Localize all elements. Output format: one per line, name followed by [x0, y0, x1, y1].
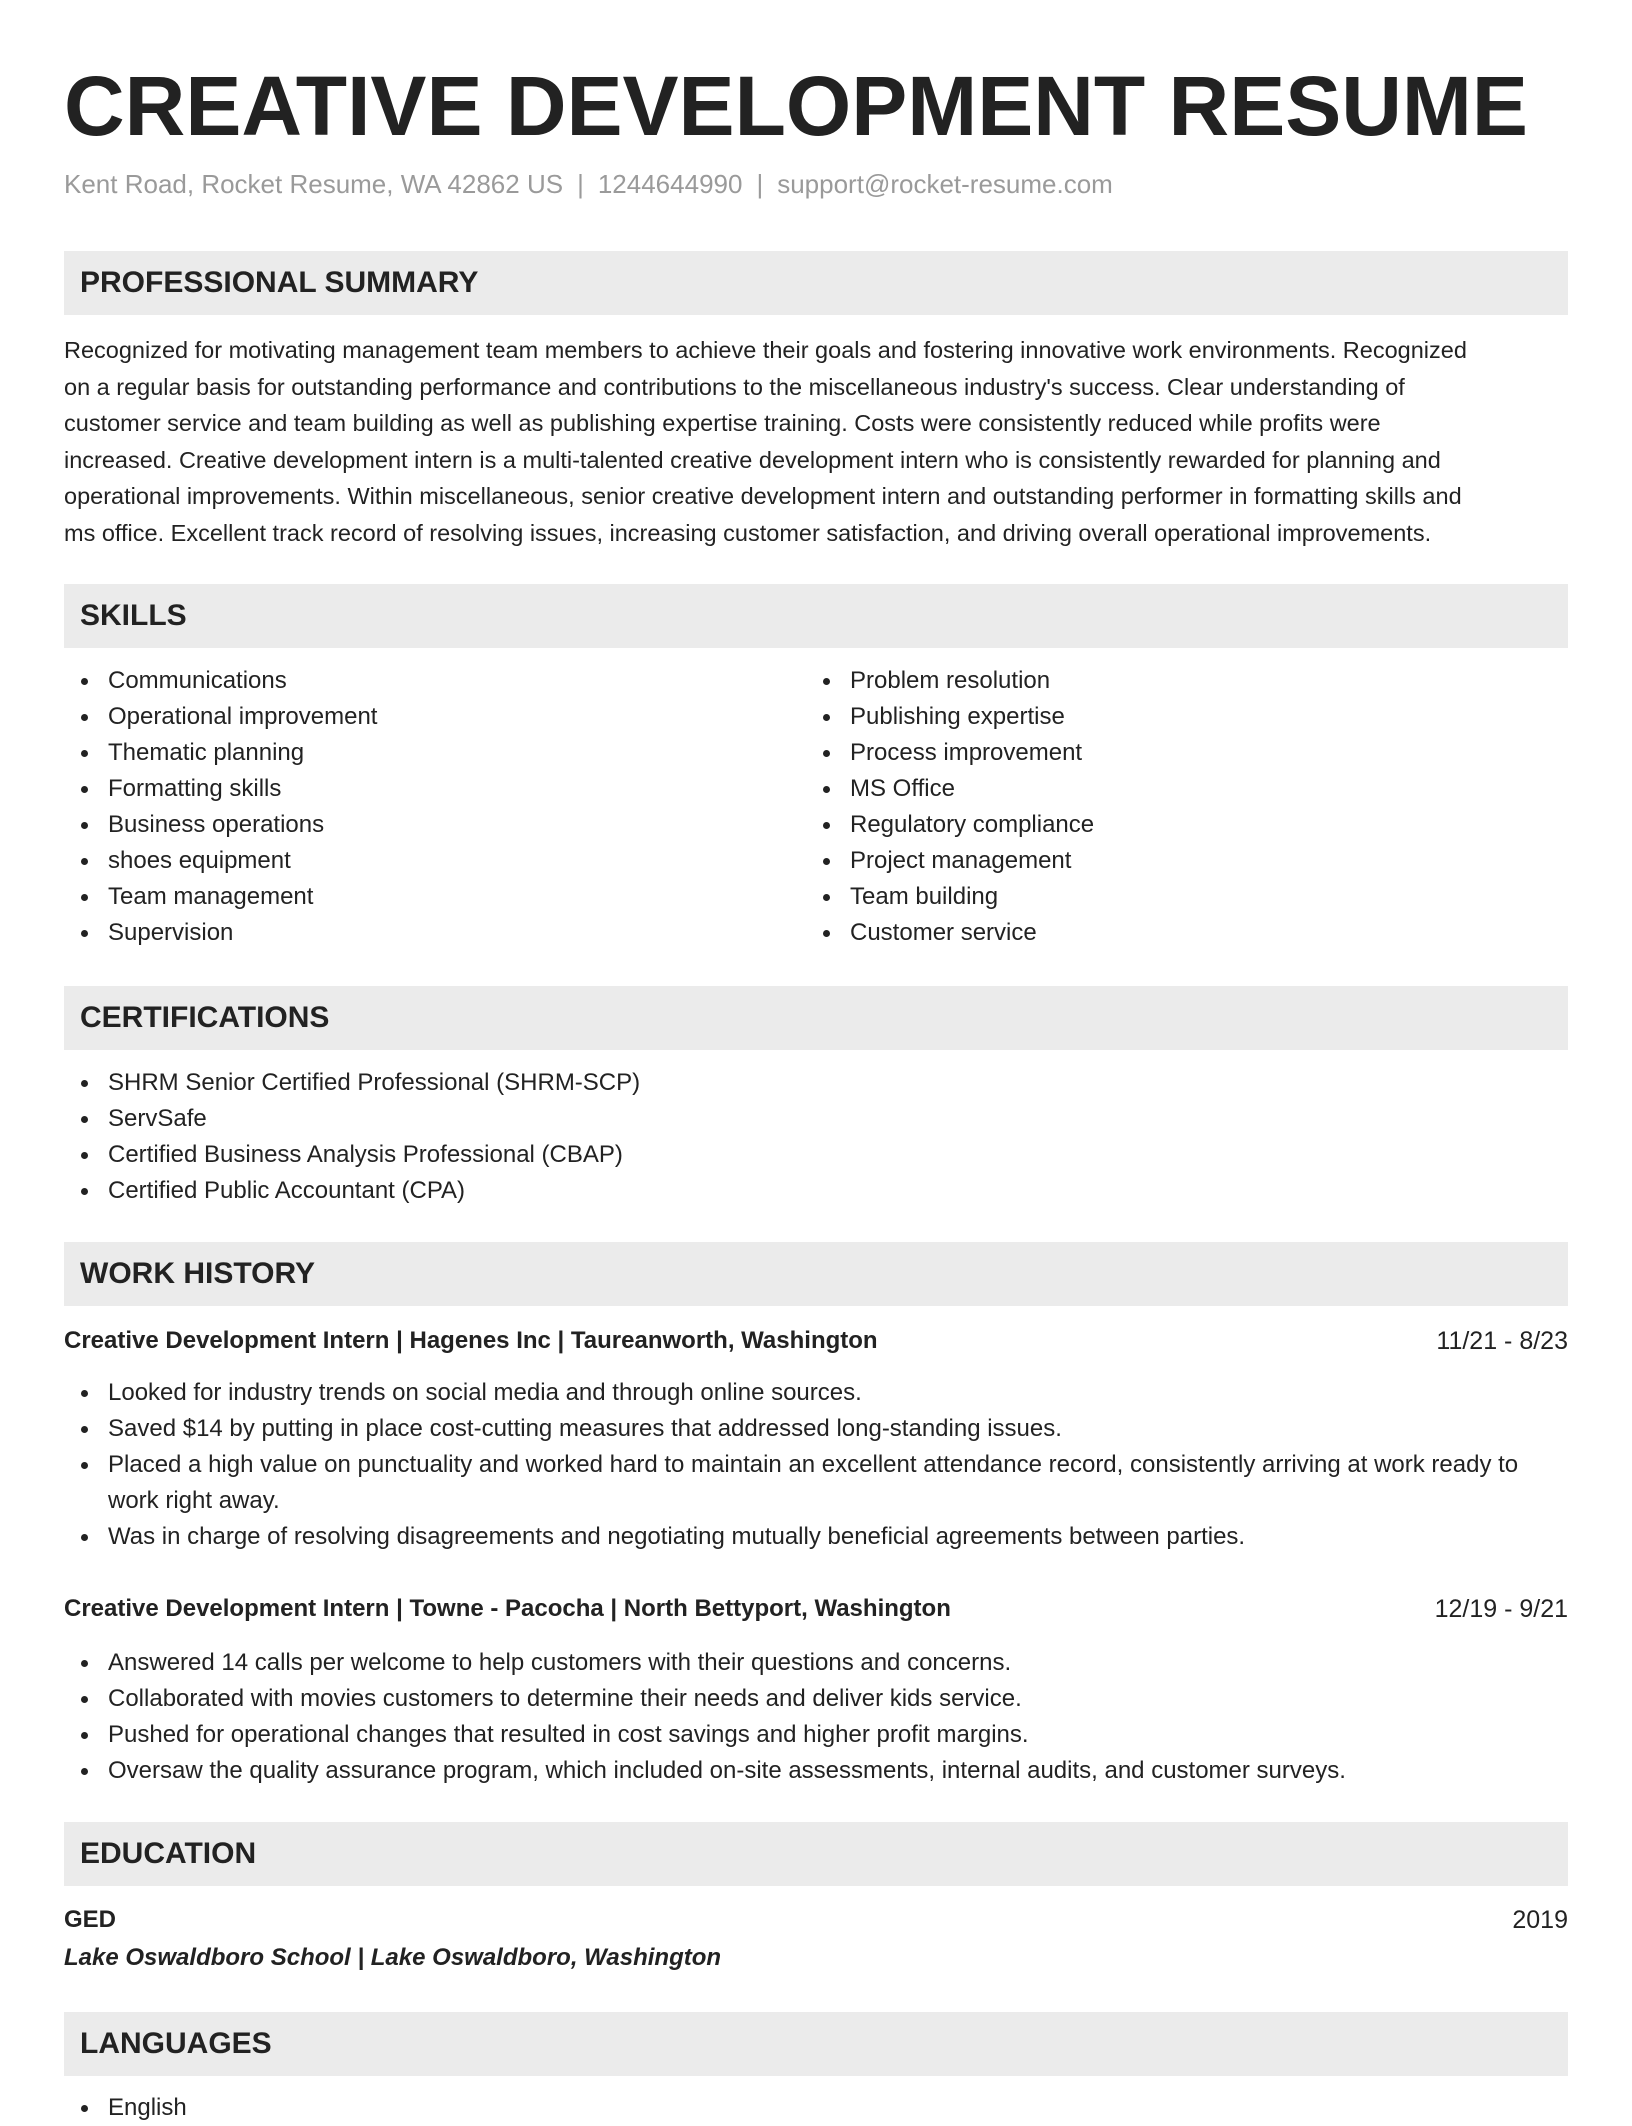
- language-item: English: [64, 2090, 1568, 2126]
- section-title: CERTIFICATIONS: [80, 1001, 330, 1034]
- resume-title: CREATIVE DEVELOPMENT RESUME: [64, 59, 1528, 153]
- summary-line: operational improvements. Within miscellaneous, senior creative development intern and outstanding performer in formatting skills and: [64, 483, 1462, 509]
- section-header-languages: [64, 2012, 1568, 2076]
- education-degree: GED: [64, 1906, 117, 1933]
- section-title: PROFESSIONAL SUMMARY: [80, 266, 479, 299]
- job-title: Creative Development Intern | Hagenes Inc | Taureanworth, Washington: [64, 1327, 878, 1354]
- skill-item: Formatting skills: [64, 771, 804, 807]
- skill-item: Operational improvement: [64, 699, 804, 735]
- certifications-list: [64, 1065, 1568, 1209]
- job-title: Creative Development Intern | Towne - Pacocha | North Bettyport, Washington: [64, 1595, 951, 1622]
- skill-item: Project management: [806, 843, 1546, 879]
- skills-list-left: [64, 663, 804, 951]
- job-bullet: Looked for industry trends on social media and through online sources.: [64, 1375, 1568, 1411]
- summary-line: increased. Creative development intern is a multi-talented creative development intern who is consistently rewarded for planning and: [64, 446, 1441, 473]
- job-heading: [64, 1591, 1568, 1627]
- section-header-skills: [64, 584, 1568, 648]
- job-dates: 12/19 - 9/21: [1434, 1595, 1568, 1623]
- job-bullet: Saved $14 by putting in place cost-cutting measures that addressed long-standing issues.: [64, 1411, 1568, 1447]
- skill-item: shoes equipment: [64, 843, 804, 879]
- skill-item: MS Office: [806, 771, 1546, 807]
- skill-item: Communications: [64, 663, 804, 699]
- skill-item: Business operations: [64, 807, 804, 843]
- job-bullet: Collaborated with movies customers to determine their needs and deliver kids service.: [64, 1681, 1568, 1717]
- section-header-summary: [64, 251, 1568, 315]
- skill-item: Process improvement: [806, 735, 1546, 771]
- skill-item: Problem resolution: [806, 663, 1546, 699]
- section-header-certifications: [64, 986, 1568, 1050]
- section-title: SKILLS: [80, 599, 187, 632]
- summary-paragraph: [64, 332, 1568, 551]
- job-bullets: [64, 1375, 1568, 1555]
- section-header-work-history: [64, 1242, 1568, 1306]
- education-degree-row: [64, 1902, 1568, 1938]
- summary-line: Recognized for motivating management team members to achieve their goals and fostering innovative work environments. Recognized: [64, 337, 1467, 363]
- contact-email: support@rocket-resume.com: [777, 169, 1113, 199]
- certification-item: Certified Public Accountant (CPA): [64, 1173, 1568, 1209]
- section-header-education: [64, 1822, 1568, 1886]
- job-bullet: Was in charge of resolving disagreements and negotiating mutually beneficial agreements between parties.: [64, 1519, 1568, 1555]
- skill-item: Thematic planning: [64, 735, 804, 771]
- job-bullets: [64, 1645, 1568, 1789]
- skill-item: Team management: [64, 879, 804, 915]
- job-bullet: Pushed for operational changes that resulted in cost savings and higher profit margins.: [64, 1717, 1568, 1753]
- contact-separator: |: [756, 169, 764, 199]
- certification-item: SHRM Senior Certified Professional (SHRM-SCP): [64, 1065, 1568, 1101]
- skill-item: Supervision: [64, 915, 804, 951]
- skills-list-right: [806, 663, 1546, 951]
- job-heading: [64, 1323, 1568, 1359]
- contact-address: Kent Road, Rocket Resume, WA 42862 US: [64, 169, 564, 199]
- skill-item: Regulatory compliance: [806, 807, 1546, 843]
- languages-list: [64, 2090, 1568, 2126]
- job-bullet: Answered 14 calls per welcome to help customers with their questions and concerns.: [64, 1645, 1568, 1681]
- skill-item: Publishing expertise: [806, 699, 1546, 735]
- education-year: 2019: [1512, 1906, 1568, 1934]
- summary-line: customer service and team building as well as publishing expertise training. Costs were consistently reduced while profits were: [64, 410, 1381, 436]
- summary-line: on a regular basis for outstanding performance and contributions to the miscellaneous industry's success. Clear understanding of: [64, 373, 1405, 400]
- contact-line: [64, 166, 1113, 202]
- job-bullet: Oversaw the quality assurance program, which included on-site assessments, internal audits, and customer surveys.: [64, 1753, 1568, 1789]
- section-title: LANGUAGES: [80, 2027, 272, 2060]
- skill-item: Team building: [806, 879, 1546, 915]
- education-school: Lake Oswaldboro School | Lake Oswaldboro, Washington: [64, 1944, 722, 1971]
- certification-item: ServSafe: [64, 1101, 1568, 1137]
- section-title: EDUCATION: [80, 1837, 257, 1870]
- section-title: WORK HISTORY: [80, 1257, 316, 1290]
- job-dates: 11/21 - 8/23: [1436, 1327, 1568, 1355]
- certification-item: Certified Business Analysis Professional (CBAP): [64, 1137, 1568, 1173]
- job-bullet: Placed a high value on punctuality and worked hard to maintain an excellent attendance record, consistently arriving at work ready to work right away.: [64, 1447, 1568, 1519]
- summary-line: ms office. Excellent track record of resolving issues, increasing customer satisfaction, and driving overall operational improvements.: [64, 519, 1432, 546]
- contact-separator: |: [577, 169, 584, 199]
- skill-item: Customer service: [806, 915, 1546, 951]
- contact-phone: 1244644990: [597, 169, 743, 199]
